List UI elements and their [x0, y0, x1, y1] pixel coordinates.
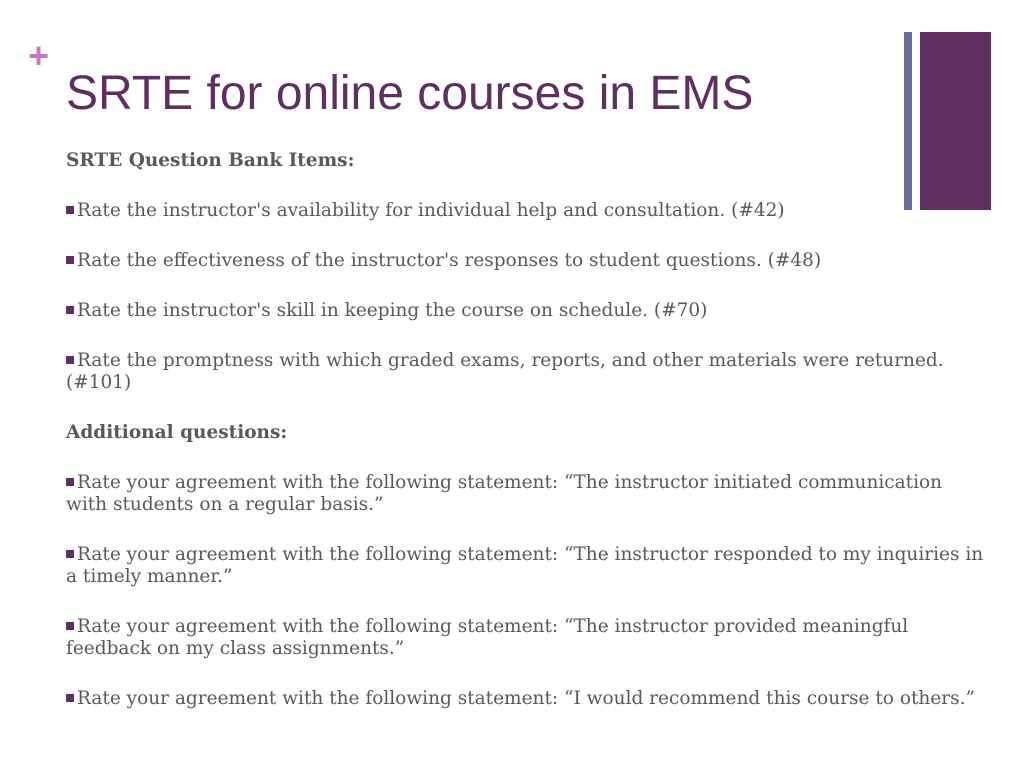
- square-bullet-icon: [66, 256, 74, 264]
- list-item-text: Rate the instructor's availability for individual help and consultation. (#42): [77, 200, 785, 221]
- square-bullet-icon: [66, 306, 74, 314]
- square-bullet-icon: [66, 694, 74, 702]
- list-item-text: Rate the effectiveness of the instructor's responses to student questions. (#48): [77, 250, 822, 271]
- list-item: [66, 350, 986, 394]
- list-item-text: Rate your agreement with the following statement: “I would recommend this course to others.”: [77, 688, 975, 709]
- square-bullet-icon: [66, 478, 74, 486]
- list-item: [66, 688, 986, 710]
- list-item-text: Rate the promptness with which graded exams, reports, and other materials were returned. (#101): [66, 350, 944, 393]
- section-heading: Additional questions:: [66, 422, 288, 443]
- section-heading: SRTE Question Bank Items:: [66, 150, 355, 171]
- list-item: [66, 544, 986, 588]
- list-item: [66, 250, 986, 272]
- slide-title: SRTE for online courses in EMS: [66, 67, 754, 120]
- slide-body: [66, 150, 986, 710]
- section-additional-questions: [66, 422, 986, 710]
- list-item-text: Rate your agreement with the following statement: “The instructor initiated communication with students on a regular basis.”: [66, 472, 943, 515]
- square-bullet-icon: [66, 206, 74, 214]
- list-item: [66, 472, 986, 516]
- list-item: [66, 200, 986, 222]
- list-item-text: Rate your agreement with the following statement: “The instructor provided meaningful feedback on my class assignments.”: [66, 616, 909, 659]
- list-item: [66, 300, 986, 322]
- square-bullet-icon: [66, 622, 74, 630]
- section-question-bank: [66, 150, 986, 394]
- square-bullet-icon: [66, 550, 74, 558]
- square-bullet-icon: [66, 356, 74, 364]
- list-item: [66, 616, 986, 660]
- list-item-text: Rate the instructor's skill in keeping the course on schedule. (#70): [77, 300, 708, 321]
- list-item-text: Rate your agreement with the following statement: “The instructor responded to my inquiries in a timely manner.”: [66, 544, 984, 587]
- plus-decoration-icon: +: [28, 35, 50, 76]
